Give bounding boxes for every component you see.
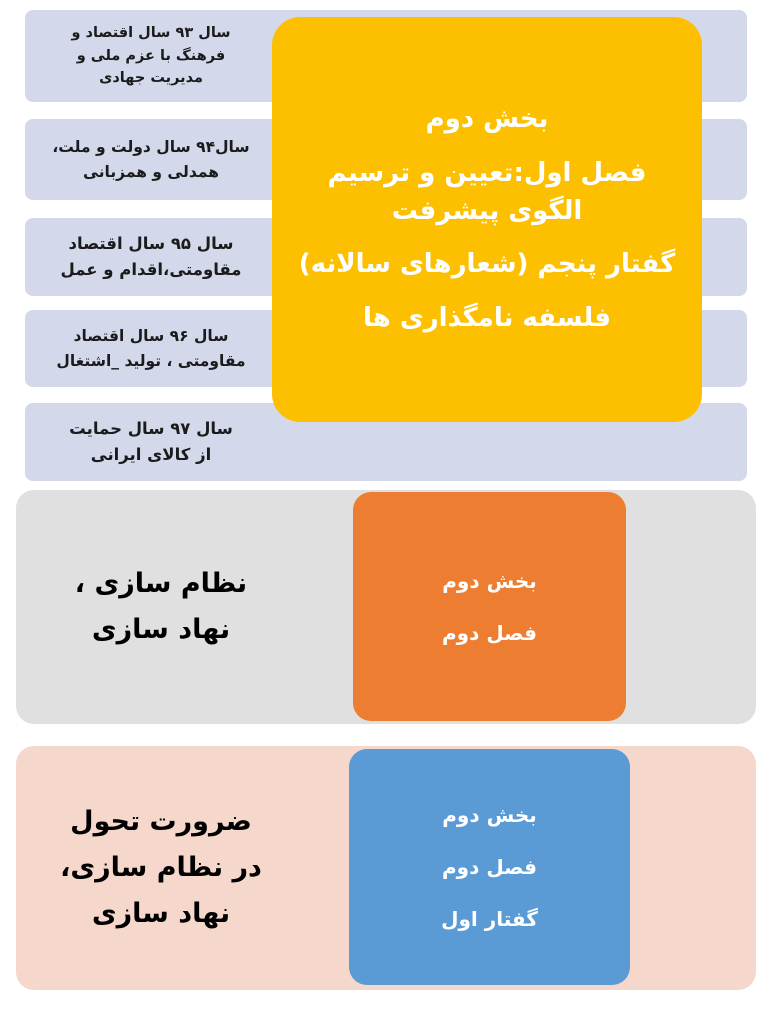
panel-label-line: نهاد سازی (91, 897, 231, 929)
panel-label (46, 746, 276, 990)
year-bar-text (25, 10, 277, 102)
year-bar-text (25, 403, 277, 481)
year-bar-text (25, 310, 277, 387)
panel-label-line: نظام سازی ، (74, 568, 248, 600)
section-title-line: بخش دوم (425, 104, 549, 135)
card-line: بخش دوم (442, 803, 537, 827)
section-card-blue (349, 749, 630, 985)
year-bar-text (25, 119, 277, 200)
card-line: بخش دوم (442, 568, 537, 593)
year-bar-line: مدیریت جهادی (99, 70, 203, 87)
chapter-title-text: فصل اول:تعیین و ترسیم الگوی پیشرفت (327, 157, 647, 226)
section-title-box (272, 17, 702, 422)
panel-label (46, 490, 276, 724)
year-bar-line: مقاومتی،اقدام و عمل (60, 260, 242, 279)
year-bar-line: سال ۹۷ سال حمایت (69, 419, 233, 439)
year-bar-line: سال ۹۳ سال اقتصاد و (71, 25, 231, 42)
year-bar-line: همدلی و همزبانی (83, 162, 219, 181)
card-line: فصل دوم (442, 855, 537, 879)
philosophy-title-line: فلسفه نامگذاری ها (363, 303, 611, 334)
panel-label-line: ضرورت تحول (70, 806, 252, 838)
card-line: گفتار اول (441, 907, 538, 931)
panel-label-line: نهاد سازی (91, 614, 231, 645)
year-bar-line: سال ۹۶ سال اقتصاد (73, 327, 229, 346)
discourse-title-line: گفتار پنجم (شعارهای سالانه) (298, 249, 676, 280)
year-bar-line: از کالای ایرانی (90, 445, 212, 464)
section-card-orange (353, 492, 626, 721)
system-building-panel (16, 490, 756, 724)
year-bar-line: مقاومتی ، تولید _اشتغال (56, 351, 246, 370)
chapter-title-line (317, 155, 657, 230)
transformation-panel (16, 746, 756, 990)
card-line: فصل دوم (442, 620, 537, 645)
year-bar-line: فرهنگ با عزم ملی و (76, 47, 226, 64)
year-bar-text (25, 218, 277, 296)
year-bar-line: سال ۹۵ سال اقتصاد (68, 234, 234, 254)
panel-label-line: در نظام سازی، (60, 852, 262, 884)
year-bar-line: سال۹۴ سال دولت و ملت، (52, 138, 250, 157)
